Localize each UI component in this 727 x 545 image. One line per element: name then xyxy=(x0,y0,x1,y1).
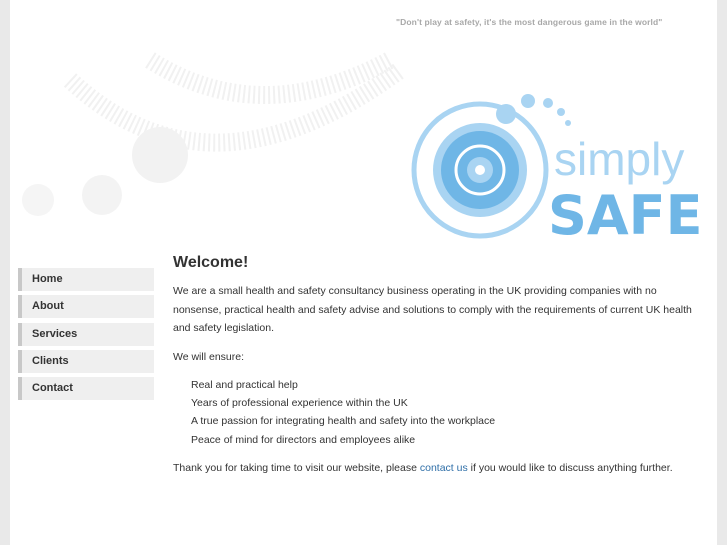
nav-clients[interactable]: Clients xyxy=(18,350,154,373)
ensure-label: We will ensure: xyxy=(173,350,244,363)
intro-text: We are a small health and safety consultancy business operating in the UK providing companies with no nonsense, practical health and safety advise and solutions to comply with the requirements of current UK health and safety legislation. xyxy=(173,285,692,334)
tagline: "Don't play at safety, it's the most dangerous game in the world" xyxy=(396,17,663,27)
page-title: Welcome! xyxy=(173,254,249,271)
closing-after: if you would like to discuss anything further. xyxy=(467,461,673,474)
svg-text:SAFE: SAFE xyxy=(548,184,703,247)
list-item: Peace of mind for directors and employees alike xyxy=(191,433,416,446)
nav-home[interactable]: Home xyxy=(18,268,154,291)
nav-services[interactable]: Services xyxy=(18,323,154,346)
decorative-swirl xyxy=(10,40,430,240)
closing-text xyxy=(173,459,693,478)
ensure-list xyxy=(173,376,693,449)
simply-safe-logo xyxy=(408,88,708,248)
svg-text:simply: simply xyxy=(554,133,685,185)
list-item: A true passion for integrating health and safety into the workplace xyxy=(191,415,496,428)
nav-about[interactable]: About xyxy=(18,295,154,318)
page xyxy=(10,0,717,545)
list-item: Real and practical help xyxy=(191,379,298,391)
list-item: Years of professional experience within the UK xyxy=(191,397,408,410)
closing-before: Thank you for taking time to visit our website, please xyxy=(173,461,420,474)
nav-contact[interactable]: Contact xyxy=(18,377,154,400)
main-nav xyxy=(18,268,154,404)
main-content xyxy=(173,254,693,487)
contact-us-link[interactable]: contact us xyxy=(419,461,468,474)
